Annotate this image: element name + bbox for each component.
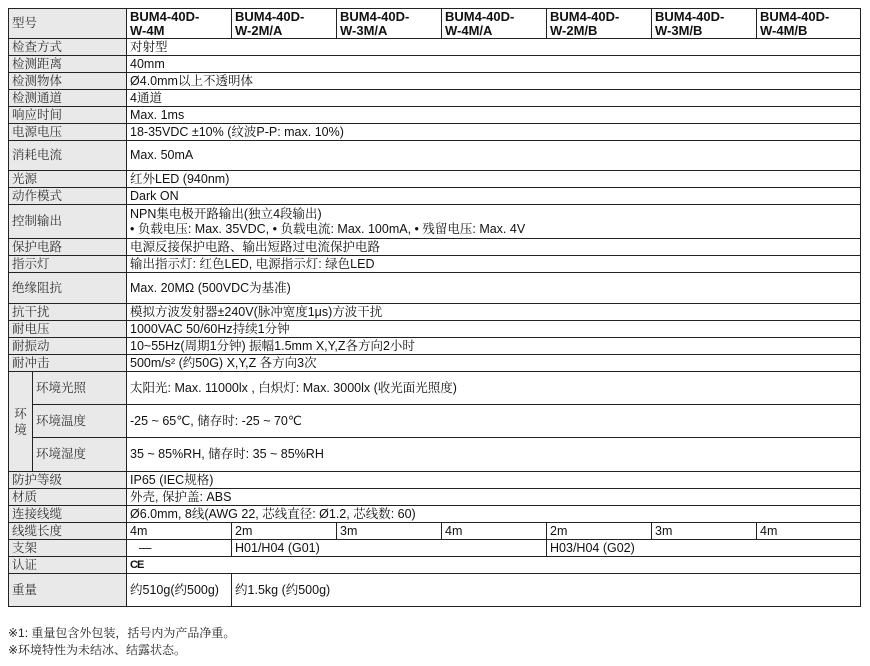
spec-value: 1000VAC 50/60Hz持续1分钟 — [127, 321, 861, 338]
row-detect-method — [9, 39, 861, 56]
row-env-humidity — [9, 438, 861, 472]
spec-label: 耐振动 — [9, 338, 127, 355]
row-material — [9, 489, 861, 506]
spec-label: 检测距离 — [9, 56, 127, 73]
spec-label: 动作模式 — [9, 188, 127, 205]
row-operation-mode — [9, 188, 861, 205]
spec-value: NPN集电极开路输出(独立4段输出) • 负载电压: Max. 35VDC, • 负载电流: Max. 100mA, • 残留电压: Max. 4V — [127, 205, 861, 239]
row-detect-channel — [9, 90, 861, 107]
row-indicator — [9, 256, 861, 273]
spec-label: 环境温度 — [33, 405, 127, 438]
model-cell: BUM4-40D- W-4M/A — [442, 9, 547, 39]
spec-value: 10~55Hz(周期1分钟) 振幅1.5mm X,Y,Z各方向2小时 — [127, 338, 861, 355]
row-cable — [9, 506, 861, 523]
spec-value: Dark ON — [127, 188, 861, 205]
ce-mark-icon: CE — [130, 559, 144, 571]
row-supply-voltage — [9, 124, 861, 141]
spec-label: 控制输出 — [9, 205, 127, 239]
spec-value: 40mm — [127, 56, 861, 73]
row-protection — [9, 239, 861, 256]
spec-value: Ø6.0mm, 8线(AWG 22, 芯线直径: Ø1.2, 芯线数: 60) — [127, 506, 861, 523]
model-cell: BUM4-40D- W-4M — [127, 9, 232, 39]
cable-length-cell: 2m — [232, 523, 337, 540]
spec-label: 防护等级 — [9, 472, 127, 489]
spec-value: IP65 (IEC规格) — [127, 472, 861, 489]
spec-label: 认证 — [9, 557, 127, 574]
model-cell: BUM4-40D- W-2M/A — [232, 9, 337, 39]
cable-length-cell: 3m — [337, 523, 442, 540]
row-env-temperature — [9, 405, 861, 438]
row-model — [9, 9, 861, 39]
spec-value: 18-35VDC ±10% (纹波P-P: max. 10%) — [127, 124, 861, 141]
spec-value: 4通道 — [127, 90, 861, 107]
row-env-light — [9, 372, 861, 405]
row-weight — [9, 574, 861, 607]
spec-label: 重量 — [9, 574, 127, 607]
spec-value: Max. 1ms — [127, 107, 861, 124]
spec-label: 绝缘阻抗 — [9, 273, 127, 304]
row-bracket — [9, 540, 861, 557]
spec-value: 输出指示灯: 红色LED, 电源指示灯: 绿色LED — [127, 256, 861, 273]
row-light-source — [9, 171, 861, 188]
row-protection-rating — [9, 472, 861, 489]
bracket-b-cell: H03/H04 (G02) — [547, 540, 861, 557]
row-control-output — [9, 205, 861, 239]
model-cell: BUM4-40D- W-2M/B — [547, 9, 652, 39]
row-response-time — [9, 107, 861, 124]
spec-label: 抗干扰 — [9, 304, 127, 321]
spec-label: 支架 — [9, 540, 127, 557]
row-insulation — [9, 273, 861, 304]
spec-label: 耐冲击 — [9, 355, 127, 372]
weight-cell: 约510g(约500g) — [127, 574, 232, 607]
footnote: ※环境特性为未结冰、结露状态。 — [8, 643, 187, 657]
row-cable-length — [9, 523, 861, 540]
cable-length-cell: 4m — [127, 523, 232, 540]
spec-table — [8, 8, 861, 607]
spec-value — [127, 557, 861, 574]
spec-label: 检测通道 — [9, 90, 127, 107]
spec-value: 对射型 — [127, 39, 861, 56]
cable-length-cell: 4m — [757, 523, 861, 540]
spec-value: 太阳光: Max. 11000lx , 白炽灯: Max. 3000lx (收光面光照度) — [127, 372, 861, 405]
spec-label: 消耗电流 — [9, 141, 127, 171]
spec-label: 材质 — [9, 489, 127, 506]
cable-length-cell: 3m — [652, 523, 757, 540]
footnote: ※1: 重量包含外包装，括号内为产品净重。 — [8, 626, 236, 640]
spec-label: 光源 — [9, 171, 127, 188]
bracket-none-cell: — — [127, 540, 232, 557]
spec-value: 500m/s² (约50G) X,Y,Z 各方向3次 — [127, 355, 861, 372]
cable-length-cell: 2m — [547, 523, 652, 540]
model-cell: BUM4-40D- W-3M/B — [652, 9, 757, 39]
row-shock — [9, 355, 861, 372]
row-current — [9, 141, 861, 171]
spec-value: -25 ~ 65℃, 储存时: -25 ~ 70℃ — [127, 405, 861, 438]
spec-label: 连接线缆 — [9, 506, 127, 523]
row-withstand-voltage — [9, 321, 861, 338]
spec-label: 耐电压 — [9, 321, 127, 338]
row-detect-distance — [9, 56, 861, 73]
spec-label: 指示灯 — [9, 256, 127, 273]
spec-label: 检测物体 — [9, 73, 127, 90]
spec-label: 环境光照 — [33, 372, 127, 405]
row-certification — [9, 557, 861, 574]
spec-value: Max. 20MΩ (500VDC为基准) — [127, 273, 861, 304]
spec-label: 线缆长度 — [9, 523, 127, 540]
footnotes — [8, 625, 235, 659]
cable-length-cell: 4m — [442, 523, 547, 540]
spec-label: 电源电压 — [9, 124, 127, 141]
spec-value: Ø4.0mm以上不透明体 — [127, 73, 861, 90]
row-detect-object — [9, 73, 861, 90]
bracket-a-cell: H01/H04 (G01) — [232, 540, 547, 557]
model-label: 型号 — [9, 9, 127, 39]
row-noise — [9, 304, 861, 321]
environment-group-label: 环境 — [9, 372, 33, 472]
spec-label: 检查方式 — [9, 39, 127, 56]
spec-label: 环境湿度 — [33, 438, 127, 472]
model-cell: BUM4-40D- W-3M/A — [337, 9, 442, 39]
model-cell: BUM4-40D- W-4M/B — [757, 9, 861, 39]
row-vibration — [9, 338, 861, 355]
spec-value: 红外LED (940nm) — [127, 171, 861, 188]
spec-value: 模拟方波发射器±240V(脉冲宽度1μs)方波干扰 — [127, 304, 861, 321]
weight-cell: 约1.5kg (约500g) — [232, 574, 861, 607]
spec-value: Max. 50mA — [127, 141, 861, 171]
spec-value: 电源反接保护电路、输出短路过电流保护电路 — [127, 239, 861, 256]
spec-value: 外壳, 保护盖: ABS — [127, 489, 861, 506]
spec-label: 保护电路 — [9, 239, 127, 256]
spec-label: 响应时间 — [9, 107, 127, 124]
spec-value: 35 ~ 85%RH, 储存时: 35 ~ 85%RH — [127, 438, 861, 472]
